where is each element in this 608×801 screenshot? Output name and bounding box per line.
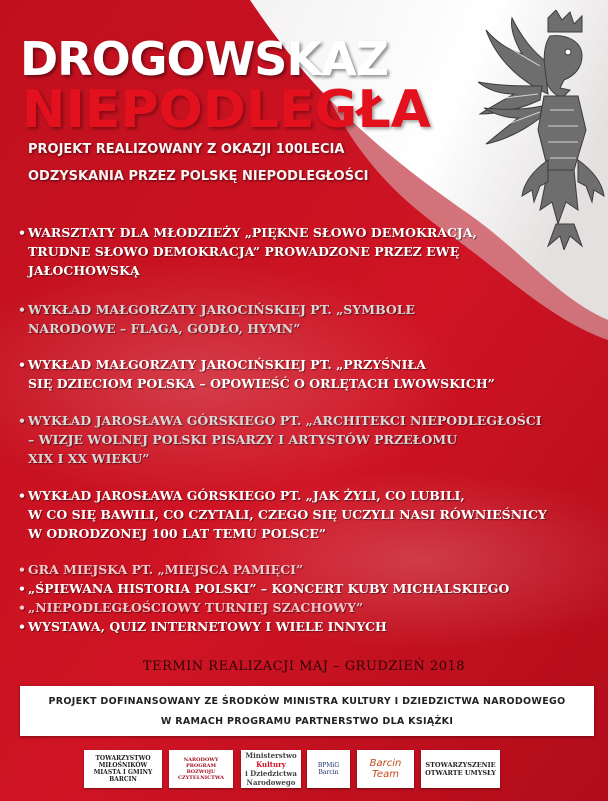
logo-text: Barcin <box>318 769 339 776</box>
subtitle-line-2: ODZYSKANIA PRZEZ POLSKĘ NIEPODLEGŁOŚCI <box>28 169 369 184</box>
list-item <box>18 579 593 598</box>
logo-stowarzyszenie <box>421 750 500 788</box>
list-item <box>18 300 593 338</box>
funding-line-2: W RAMACH PROGRAMU PARTNERSTWO DLA KSIĄŻKI <box>160 716 454 727</box>
termin-realizacji: TERMIN REALIZACJI MAJ – GRUDZIEŃ 2018 <box>142 659 466 674</box>
logo-text: MIASTA I GMINY BARCIN <box>93 769 153 783</box>
list-item-text: WYKŁAD MAŁGORZATY JAROCIŃSKIEJ PT. „PRZYŚNIŁA <box>28 357 427 372</box>
list-item-text: GRA MIEJSKA PT. „MIEJSCA PAMIĘCI” <box>28 562 304 577</box>
list-item-text: XIX I XX WIEKU” <box>28 451 150 466</box>
list-item-text: WYKŁAD JAROSŁAWA GÓRSKIEGO PT. „JAK ŻYLI, CO LUBILI, <box>28 488 465 503</box>
logo-barcin-team <box>357 750 414 788</box>
logo-npr <box>169 750 233 788</box>
bullet: • <box>18 488 26 503</box>
bullet: • <box>18 413 26 428</box>
title-line-2: NIEPODLEGŁA <box>22 80 431 140</box>
list-item-text: JAŁOCHOWSKĄ <box>28 263 140 278</box>
logo-towarzystwo <box>84 750 162 788</box>
list-item-text: TRUDNE SŁOWO DEMOKRACJA” PROWADZONE PRZEZ EWĘ <box>28 244 460 259</box>
bullet: • <box>18 302 26 317</box>
list-item-text: W CO SIĘ BAWILI, CO CZYTALI, CZEGO SIĘ UCZYLI NASI RÓWNIEŚNICY <box>28 507 547 522</box>
list-item-text: WYKŁAD MAŁGORZATY JAROCIŃSKIEJ PT. „SYMBOLE <box>28 302 416 317</box>
bullet: • <box>18 357 26 372</box>
list-item-text: W ODRODZONEJ 100 LAT TEMU POLSCE” <box>28 526 327 541</box>
list-item-text: „NIEPODLEGŁOŚCIOWY TURNIEJ SZACHOWY” <box>28 600 364 615</box>
bullet: • <box>18 562 26 577</box>
funding-line-1: PROJEKT DOFINANSOWANY ZE ŚRODKÓW MINISTRA KULTURY I DZIEDZICTWA NARODOWEGO <box>48 696 566 707</box>
list-item-text: WYSTAWA, QUIZ INTERNETOWY I WIELE INNYCH <box>28 619 387 634</box>
list-item-text: NARODOWE – FLAGA, GODŁO, HYMN” <box>28 321 301 336</box>
logo-text: BPMiG <box>317 762 340 769</box>
bullet: • <box>18 225 26 240</box>
list-item <box>18 411 593 468</box>
logo-text: Team <box>372 769 399 780</box>
logo-text: OTWARTE UMYSŁY <box>425 769 496 777</box>
list-item <box>18 355 593 393</box>
logo-text: Barcin <box>369 758 402 769</box>
logo-text: NARODOWY <box>183 757 219 763</box>
bullet: • <box>18 619 26 634</box>
logo-bpmig <box>307 750 350 788</box>
white-eagle-emblem-icon <box>478 10 608 250</box>
subtitle-line-1: PROJEKT REALIZOWANY Z OKAZJI 100LECIA <box>28 142 345 157</box>
logo-text: i Dziedzictwa <box>245 769 297 778</box>
list-item-text: WYKŁAD JAROSŁAWA GÓRSKIEGO PT. „ARCHITEKCI NIEPODLEGŁOŚCI <box>28 413 542 428</box>
title-line-1: DROGOWSKAZ <box>20 32 389 86</box>
bullet: • <box>18 581 26 596</box>
list-item <box>18 486 593 543</box>
logo-text: MIŁOŚNIKÓW <box>98 762 148 769</box>
funding-box <box>20 686 594 736</box>
logo-text: PROGRAM <box>185 763 217 769</box>
bullet: • <box>18 600 26 615</box>
logo-text: ROZWOJU <box>186 769 216 775</box>
list-item-text: WARSZTATY DLA MŁODZIEŻY „PIĘKNE SŁOWO DEMOKRACJA, <box>28 225 477 240</box>
list-item <box>18 223 593 280</box>
list-item <box>18 560 593 579</box>
list-item-text: – WIZJE WOLNEJ POLSKI PISARZY I ARTYSTÓW PRZEŁOMU <box>28 432 458 447</box>
logo-text: Kultury <box>256 760 286 769</box>
logo-text: Ministerstwo <box>245 751 297 760</box>
logo-text: Narodowego <box>246 778 296 787</box>
logo-text: TOWARZYSTWO <box>95 755 151 762</box>
list-item <box>18 617 593 636</box>
list-item-text: „ŚPIEWANA HISTORIA POLSKI” – KONCERT KUBY MICHALSKIEGO <box>28 581 510 596</box>
list-item-text: SIĘ DZIECIOM POLSKA – OPOWIEŚĆ O ORLĘTACH LWOWSKICH” <box>28 376 495 391</box>
logo-ministerstwo <box>241 750 301 788</box>
logo-text: STOWARZYSZENIE <box>425 761 496 769</box>
list-item <box>18 598 593 617</box>
logo-text: CZYTELNICTWA <box>177 775 225 781</box>
